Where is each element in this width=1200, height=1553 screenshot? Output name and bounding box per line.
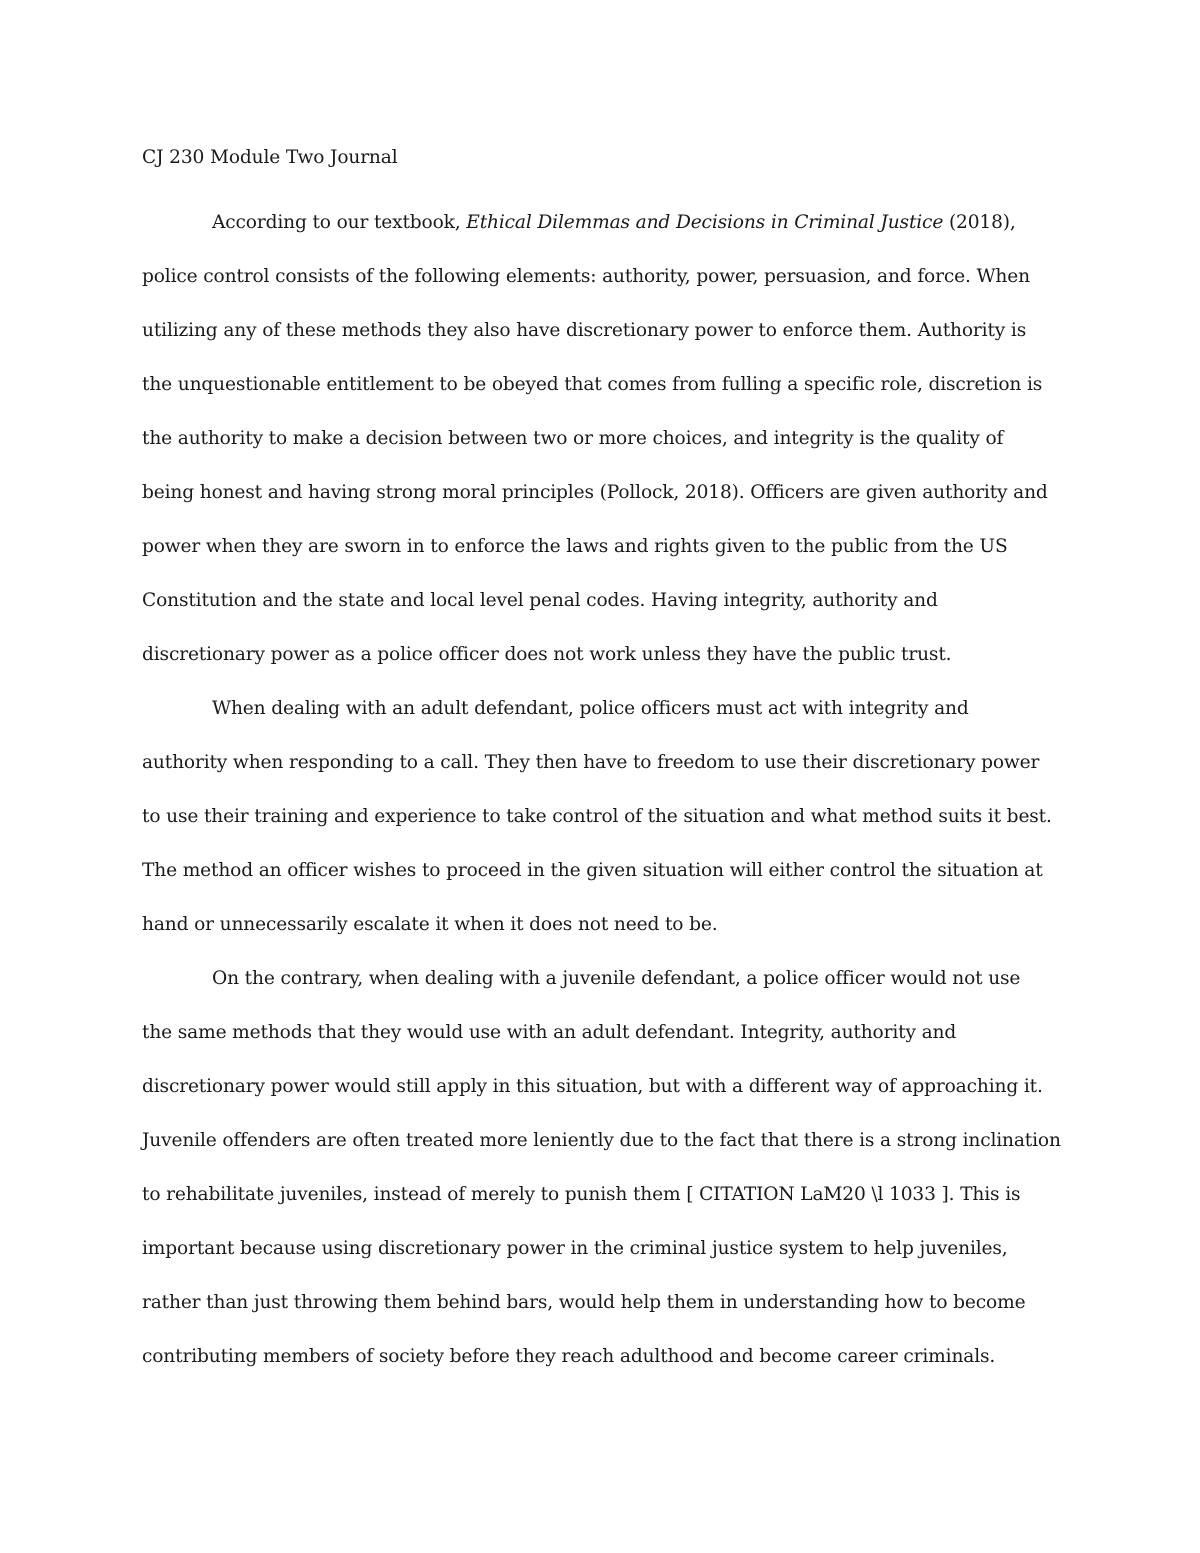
paragraph-3-line-7: rather than just throwing them behind bars, would help them in understanding how to become — [142, 1292, 1026, 1313]
paragraph-1-line-2: police control consists of the following elements: authority, power, persuasion, and force. When — [142, 266, 1030, 287]
paragraph-2-line-3: to use their training and experience to take control of the situation and what method suits it best. — [142, 806, 1052, 827]
paragraph-3-line-4: Juvenile offenders are often treated more leniently due to the fact that there is a strong inclination — [142, 1130, 1061, 1151]
paragraph-2 — [142, 682, 1064, 952]
paragraph-1-line-1-post: (2018), — [943, 212, 1016, 233]
paragraph-1 — [142, 196, 1064, 682]
document-body — [142, 142, 1064, 1384]
paragraph-2-line-2: authority when responding to a call. They then have to freedom to use their discretionary power — [142, 752, 1040, 773]
paragraph-1-line-9: discretionary power as a police officer does not work unless they have the public trust. — [142, 644, 952, 665]
textbook-title-italic: Ethical Dilemmas and Decisions in Criminal Justice — [466, 212, 944, 233]
paragraph-1-line-1 — [142, 196, 1064, 250]
paragraph-1-line-1-pre: According to our textbook, — [212, 212, 467, 233]
paragraph-3-line-5: to rehabilitate juveniles, instead of merely to punish them [ CITATION LaM20 \l 1033 ]. This is — [142, 1184, 1021, 1205]
paragraph-1-line-4: the unquestionable entitlement to be obeyed that comes from fulling a specific role, discretion is — [142, 374, 1043, 395]
document-title: CJ 230 Module Two Journal — [142, 147, 398, 168]
paragraph-3-line-2: the same methods that they would use with an adult defendant. Integrity, authority and — [142, 1022, 957, 1043]
paragraph-1-line-8: Constitution and the state and local level penal codes. Having integrity, authority and — [142, 590, 938, 611]
paragraph-1-line-5: the authority to make a decision between two or more choices, and integrity is the quality of — [142, 428, 1004, 449]
paragraph-2-line-5: hand or unnecessarily escalate it when it does not need to be. — [142, 914, 718, 935]
paragraph-3-line-3: discretionary power would still apply in this situation, but with a different way of approaching it. — [142, 1076, 1043, 1097]
paragraph-1-line-7: power when they are sworn in to enforce the laws and rights given to the public from the US — [142, 536, 1008, 557]
paragraph-2-line-4: The method an officer wishes to proceed in the given situation will either control the situation at — [142, 860, 1043, 881]
paragraph-2-line-1: When dealing with an adult defendant, police officers must act with integrity and — [212, 698, 969, 719]
paragraph-1-line-6: being honest and having strong moral principles (Pollock, 2018). Officers are given authority and — [142, 482, 1048, 503]
paragraph-3-line-1: On the contrary, when dealing with a juvenile defendant, a police officer would not use — [212, 968, 1021, 989]
paragraph-3 — [142, 952, 1064, 1384]
paragraph-1-line-3: utilizing any of these methods they also have discretionary power to enforce them. Authority is — [142, 320, 1027, 341]
paragraph-3-line-8: contributing members of society before they reach adulthood and become career criminals. — [142, 1346, 996, 1367]
paragraph-3-line-6: important because using discretionary power in the criminal justice system to help juveniles, — [142, 1238, 1008, 1259]
